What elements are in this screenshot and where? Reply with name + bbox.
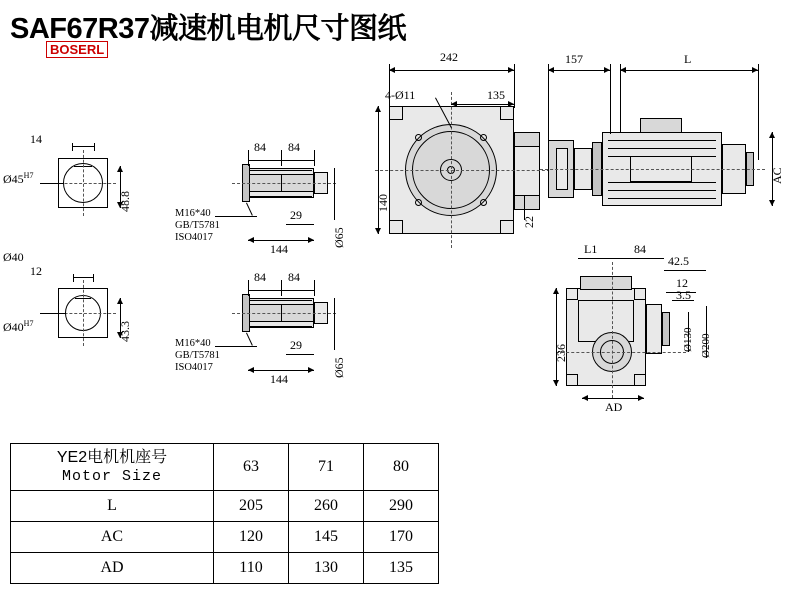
hollow-top-centerline bbox=[232, 183, 336, 184]
table-header-size-0: 63 bbox=[214, 444, 289, 491]
table-row-label-L: L bbox=[11, 491, 214, 522]
hollow-top-dim-144-arrow-l bbox=[248, 237, 254, 243]
hollow-bottom-dim-29-line bbox=[286, 354, 314, 355]
table-cell-L-63: 205 bbox=[214, 491, 289, 522]
shaft-bottom-dim-12-tick1 bbox=[73, 274, 74, 282]
front-centerline-v bbox=[451, 92, 452, 248]
table-cell-L-71: 260 bbox=[289, 491, 364, 522]
front-dim-holes: 4-Ø11 bbox=[385, 88, 416, 102]
shaft-top-dim-14-line bbox=[72, 146, 94, 147]
table-cell-L-80: 290 bbox=[364, 491, 439, 522]
table-cell-AD-63: 110 bbox=[214, 553, 289, 584]
hollow-bottom-hatch-2 bbox=[250, 326, 312, 327]
end-dim-12: 12 bbox=[676, 276, 688, 290]
side-dim-157: 157 bbox=[565, 52, 583, 66]
hollow-top-note-1: M16*40 bbox=[175, 208, 211, 219]
front-centerline-h bbox=[375, 170, 555, 171]
front-corner-tr bbox=[500, 106, 514, 120]
side-dim-157-line bbox=[548, 70, 610, 71]
end-dim-d200: Ø200 bbox=[700, 333, 712, 358]
side-ext-L-r bbox=[758, 64, 759, 160]
end-dim-L1-line bbox=[578, 258, 622, 259]
shaft-bottom-dim-12: 12 bbox=[30, 264, 42, 278]
side-motor-fin-4 bbox=[608, 182, 716, 183]
front-dim-140: 140 bbox=[376, 194, 390, 212]
end-dim-AD: AD bbox=[605, 400, 623, 414]
hollow-bottom-dim-29: 29 bbox=[290, 338, 302, 352]
end-dim-35: 3.5 bbox=[676, 288, 691, 302]
front-dim-140-arrow-u bbox=[375, 106, 381, 112]
front-bolt-hole-1 bbox=[415, 134, 422, 141]
side-motor-fin-5 bbox=[608, 190, 716, 191]
table-row bbox=[11, 553, 439, 584]
side-ext-157-r bbox=[610, 64, 611, 134]
shaft-top-dim-14: 14 bbox=[30, 132, 42, 146]
end-dim-L1: L1 bbox=[584, 242, 598, 256]
shaft-bottom-dim-433: 43.3 bbox=[118, 321, 132, 342]
hollow-top-dim-144-arrow-r bbox=[308, 237, 314, 243]
end-corner-tr bbox=[634, 288, 646, 300]
hollow-top-dim-a: 84 bbox=[254, 140, 266, 154]
hollow-bottom-tick1 bbox=[248, 280, 249, 296]
end-corner-br bbox=[634, 374, 646, 386]
hollow-top-dim-od-line bbox=[334, 168, 335, 220]
side-dim-L-line bbox=[620, 70, 758, 71]
side-dim-AC: AC bbox=[770, 167, 784, 184]
side-centerline bbox=[540, 169, 765, 170]
hollow-bottom-dim-144-arrow-l bbox=[248, 367, 254, 373]
front-dim-135-line bbox=[451, 104, 514, 105]
table-row-header bbox=[11, 444, 439, 491]
hollow-top-note-2: GB/T5781 bbox=[175, 220, 220, 231]
table-cell-AD-71: 130 bbox=[289, 553, 364, 584]
end-centerline-v bbox=[612, 262, 613, 398]
hollow-top-dim-144-line bbox=[248, 240, 314, 241]
side-ext-L-l bbox=[620, 64, 621, 132]
hollow-top-tick2 bbox=[281, 150, 282, 166]
end-dim-236-arrow-u bbox=[553, 288, 559, 294]
front-ext-r bbox=[514, 64, 515, 108]
hollow-bottom-note-2: GB/T5781 bbox=[175, 350, 220, 361]
shaft-top-dim-14-tick2 bbox=[94, 143, 95, 151]
brand-logo: BOSERL bbox=[46, 41, 108, 58]
hollow-bottom-note-leader2 bbox=[246, 333, 253, 346]
end-dim-236: 236 bbox=[554, 344, 568, 362]
side-motor-fin-2 bbox=[608, 148, 716, 149]
table-row-label-AD: AD bbox=[11, 553, 214, 584]
table-cell-AC-80: 170 bbox=[364, 522, 439, 553]
shaft-top-dim-flange: Ø40 bbox=[3, 250, 24, 264]
front-corner-tl bbox=[389, 106, 403, 120]
hollow-bottom-note-3: ISO4017 bbox=[175, 362, 213, 373]
hollow-top-tick1 bbox=[248, 150, 249, 166]
end-dim-425: 42.5 bbox=[668, 254, 689, 268]
front-bolt-hole-4 bbox=[480, 199, 487, 206]
shaft-top-leader bbox=[40, 183, 64, 184]
hollow-bottom-hatch-1 bbox=[250, 300, 312, 301]
table-cell-AD-80: 135 bbox=[364, 553, 439, 584]
shaft-bottom-centerline-v bbox=[83, 280, 84, 346]
hollow-bottom-note-leader bbox=[215, 346, 257, 347]
shaft-top-dim-bore: $Ø45^{H7}$ bbox=[3, 171, 34, 186]
hollow-top-dim-144: 144 bbox=[270, 242, 288, 256]
table-row bbox=[11, 491, 439, 522]
end-dim-236-arrow-d bbox=[553, 380, 559, 386]
shaft-top-dim-488: 48.8 bbox=[118, 191, 132, 212]
front-dim-242-line bbox=[389, 70, 514, 71]
table-row-label-AC: AC bbox=[11, 522, 214, 553]
hollow-bottom-dim-144-arrow-r bbox=[308, 367, 314, 373]
front-corner-bl bbox=[389, 220, 403, 234]
table-row bbox=[11, 522, 439, 553]
table-header-label-en: Motor Size bbox=[61, 468, 162, 485]
hollow-bottom-dim-b: 84 bbox=[288, 270, 300, 284]
front-corner-br bbox=[500, 220, 514, 234]
shaft-bottom-dim-12-tick2 bbox=[93, 274, 94, 282]
end-dim-d130: Ø130 bbox=[682, 327, 694, 352]
end-top-hump bbox=[580, 276, 632, 290]
end-corner-tl bbox=[566, 288, 578, 300]
table-cell-AC-71: 145 bbox=[289, 522, 364, 553]
hollow-bottom-centerline bbox=[232, 313, 336, 314]
side-dim-AC-arrow-d bbox=[769, 200, 775, 206]
shaft-top-centerline-v bbox=[83, 150, 84, 216]
hollow-top-hatch-2 bbox=[250, 196, 312, 197]
hollow-top-hatch-1 bbox=[250, 170, 312, 171]
shaft-bottom-leader bbox=[40, 313, 66, 314]
side-motor-fin-6 bbox=[608, 198, 716, 199]
front-dim-22: 22 bbox=[522, 216, 536, 228]
hollow-top-dim-29: 29 bbox=[290, 208, 302, 222]
end-side-stack bbox=[646, 304, 662, 354]
page-title: SAF67R37减速机电机尺寸图纸 bbox=[10, 13, 406, 45]
table-header-size-2: 80 bbox=[364, 444, 439, 491]
hollow-top-dim-od: Ø65 bbox=[332, 227, 346, 248]
end-corner-bl bbox=[566, 374, 578, 386]
shaft-top-dim-488-arrow-up bbox=[117, 166, 123, 172]
front-side-block-inner bbox=[514, 146, 540, 196]
hollow-top-note-leader bbox=[215, 216, 257, 217]
side-terminal-box bbox=[640, 118, 682, 133]
front-dim-135-arrow-r bbox=[508, 101, 514, 107]
hollow-bottom-note-1: M16*40 bbox=[175, 338, 211, 349]
spec-table bbox=[10, 443, 439, 584]
hollow-top-note-3: ISO4017 bbox=[175, 232, 213, 243]
hollow-bottom-dim-144-line bbox=[248, 370, 314, 371]
shaft-bottom-dim-bore: $Ø40^{H7}$ bbox=[3, 319, 34, 334]
side-ext-157-l bbox=[548, 64, 549, 142]
side-dim-AC-arrow-u bbox=[769, 132, 775, 138]
front-bolt-hole-2 bbox=[480, 134, 487, 141]
end-dim-84: 84 bbox=[634, 242, 646, 256]
front-dim-140-line bbox=[378, 106, 379, 234]
front-dim-242: 242 bbox=[440, 50, 458, 64]
hollow-top-dim-b: 84 bbox=[288, 140, 300, 154]
side-motor-fin-1 bbox=[608, 140, 716, 141]
front-dim-135-arrow-l bbox=[451, 101, 457, 107]
end-dim-AD-line bbox=[582, 398, 644, 399]
end-dim-AD-arrow-r bbox=[638, 395, 644, 401]
end-dim-425-line bbox=[664, 270, 706, 271]
hollow-top-note-leader2 bbox=[246, 203, 253, 216]
front-dim-140-arrow-d bbox=[375, 228, 381, 234]
end-dim-236-line bbox=[556, 288, 557, 386]
hollow-bottom-dim-od-line bbox=[334, 298, 335, 350]
side-dim-L: L bbox=[684, 52, 692, 66]
table-header-label bbox=[11, 444, 214, 491]
table-header-label-cn: YE2电机机座号 bbox=[56, 449, 168, 466]
hollow-top-dim-29-line bbox=[286, 224, 314, 225]
hollow-top-tick3 bbox=[314, 150, 315, 166]
hollow-bottom-dim-144: 144 bbox=[270, 372, 288, 386]
end-centerline-h bbox=[556, 352, 686, 353]
shaft-bottom-dim-12-line bbox=[73, 277, 93, 278]
end-dim-AD-arrow-l bbox=[582, 395, 588, 401]
shaft-bottom-dim-433-arrow-up bbox=[117, 298, 123, 304]
hollow-bottom-dim-a: 84 bbox=[254, 270, 266, 284]
shaft-top-dim-14-tick1 bbox=[72, 143, 73, 151]
front-dim-135: 135 bbox=[487, 88, 505, 102]
end-dim-84-line bbox=[622, 258, 664, 259]
hollow-bottom-tick2 bbox=[281, 280, 282, 296]
end-side-cap bbox=[662, 312, 670, 346]
front-bolt-hole-3 bbox=[415, 199, 422, 206]
table-header-size-1: 71 bbox=[289, 444, 364, 491]
table-cell-AC-63: 120 bbox=[214, 522, 289, 553]
hollow-bottom-dim-od: Ø65 bbox=[332, 357, 346, 378]
hollow-bottom-tick3 bbox=[314, 280, 315, 296]
